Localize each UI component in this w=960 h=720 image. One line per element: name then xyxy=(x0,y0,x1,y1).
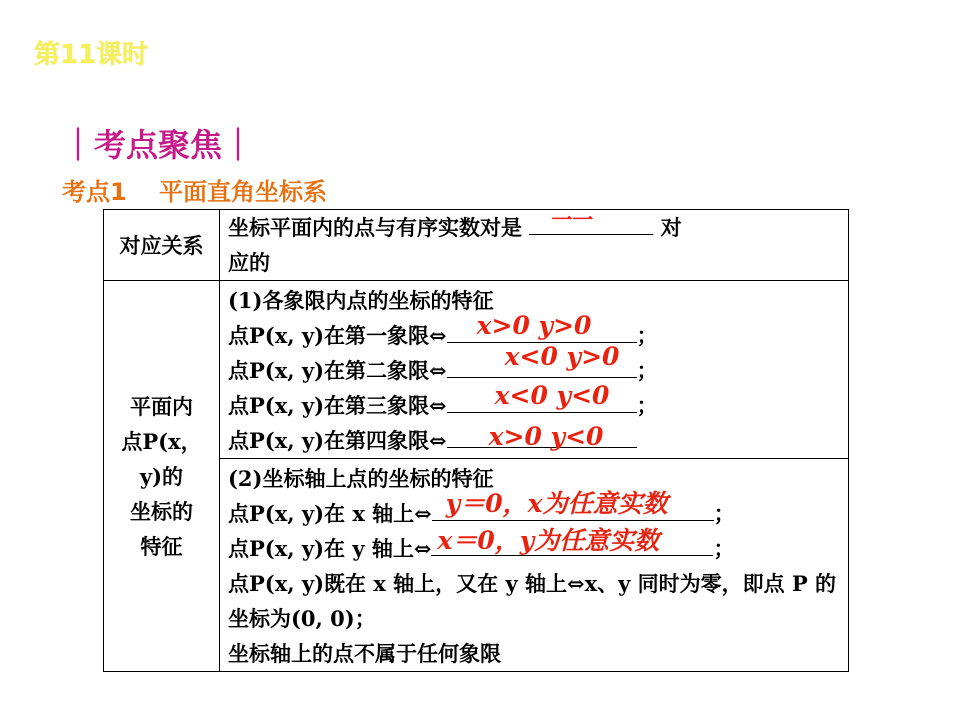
axis-title: (2)坐标轴上点的坐标的特征 xyxy=(228,466,494,491)
answer-blank xyxy=(529,207,653,235)
answer-quadrant-4: x>0 y<0 xyxy=(488,422,604,451)
quadrant-title: (1)各象限内点的坐标的特征 xyxy=(228,288,494,313)
quadrant-features xyxy=(220,281,849,459)
quadrant-3-line: 点P(x, y)在第三象限⇔ x<0 y<0 ； xyxy=(228,388,840,423)
answer-quadrant-3: x<0 y<0 xyxy=(494,381,610,410)
quadrant-2-line: 点P(x, y)在第二象限⇔ x<0 y>0 ； xyxy=(228,353,840,388)
answer-quadrant-1: x>0 y>0 xyxy=(476,311,592,340)
quadrant-1-line: 点P(x, y)在第一象限⇔ x>0 y>0 ； xyxy=(228,318,840,353)
correspondence-text-cont: 应的 xyxy=(228,250,270,275)
row-content-correspondence: 坐标平面内的点与有序实数对是 一一 对 应的 xyxy=(220,210,849,281)
y-axis-line: 点P(x, y)在 y 轴上⇔ x＝0，y为任意实数 ； xyxy=(228,531,840,566)
row-head-correspondence: 对应关系 xyxy=(104,210,220,281)
row-head-point-features: 平面内 点P(x， y)的 坐标的 特征 xyxy=(104,281,220,672)
section-title: ｜考点聚焦｜ xyxy=(62,126,255,164)
knowledge-table xyxy=(103,209,849,672)
axis-features xyxy=(220,459,849,672)
point-title: 考点1 平面直角坐标系 xyxy=(62,178,328,206)
answer-x-axis: y＝0，x为任意实数 xyxy=(445,489,668,518)
answer-quadrant-2: x<0 y>0 xyxy=(504,342,620,371)
quadrant-4-line: 点P(x, y)在第四象限⇔ x>0 y<0 xyxy=(228,423,840,458)
table-row xyxy=(104,281,849,459)
x-axis-line: 点P(x, y)在 x 轴上⇔ y＝0，x为任意实数 ； xyxy=(228,496,840,531)
answer-y-axis: x＝0，y为任意实数 xyxy=(437,526,660,555)
origin-line: 点P(x, y)既在 x 轴上，又在 y 轴上⇔x、y 同时为零，即点 P 的坐标为(0, 0)； xyxy=(228,571,837,631)
axis-note-line: 坐标轴上的点不属于任何象限 xyxy=(228,641,501,666)
table-row xyxy=(104,210,849,281)
correspondence-text: 坐标平面内的点与有序实数对是 xyxy=(228,215,522,240)
lesson-title: 第11课时 xyxy=(34,40,149,70)
answer-one-to-one: 一一 xyxy=(551,207,594,232)
